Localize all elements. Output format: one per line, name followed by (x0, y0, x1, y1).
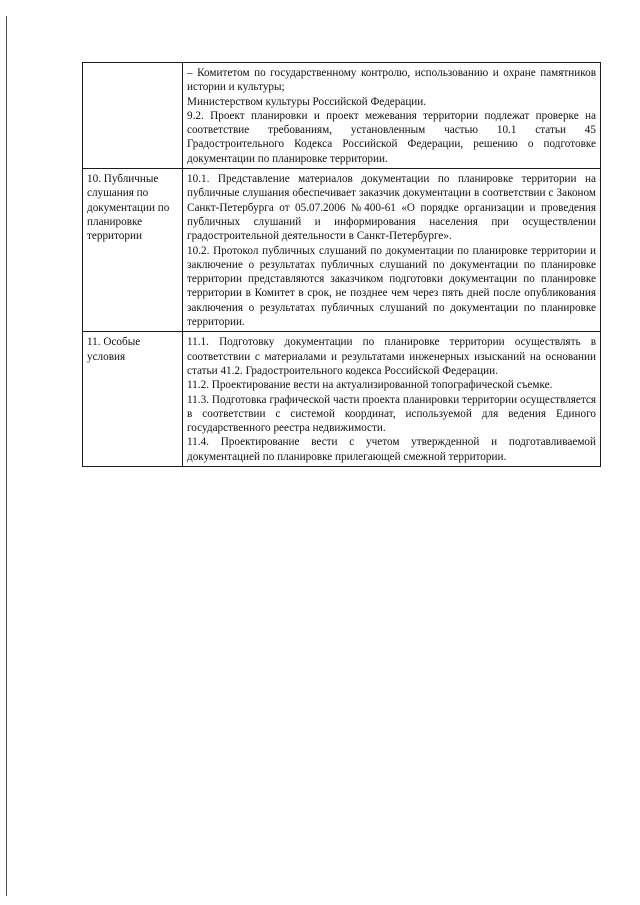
row-title: 10. Публичные слушания по документации по планировке территории (87, 173, 170, 243)
paragraph: 11.2. Проектирование вести на актуализированной топографической съемке. (187, 379, 553, 392)
paragraph: 11.4. Проектирование вести с учетом утвержденной и подготавливаемой документацией по планировке прилегающей смежной территории. (187, 436, 596, 463)
row-content-cell (183, 169, 601, 332)
paragraph: 9.2. Проект планировки и проект межевания территории подлежат проверке на соответствие требованиям, установленным частью 10.1 статьи 45 Градостроительного Кодекса Российской Федерации, решению о подготовке документации по планировке территории. (187, 109, 596, 165)
row-content-cell (183, 63, 601, 169)
scan-left-edge-line (6, 16, 7, 896)
row-title-cell (83, 332, 183, 467)
row-title-cell (83, 63, 183, 169)
table-row (83, 332, 601, 467)
paragraph: 11.1. Подготовку документации по планировке территории осуществлять в соответствии с материалами и результатами инженерных изысканий на основании статьи 41.2. Градостроительного кодекса Российской Федерации. (187, 336, 596, 377)
row-title-cell (83, 169, 183, 332)
row-title: 11. Особые условия (87, 336, 141, 363)
paragraph: 10.1. Представление материалов документации по планировке территории на публичные слушания обеспечивает заказчик документации в соответствии с Законом Санкт-Петербурга от 05.07.2006 №400-61 «О порядке организации и проведения публичных слушаний и информирования населения при осуществлении градостроительной деятельности в Санкт-Петербурге». (187, 173, 596, 243)
paragraph: 11.3. Подготовка графической части проекта планировки территории осуществляется в соответствии с системой координат, используемой для ведения Единого государственного реестра недвижимости. (187, 393, 596, 435)
paragraph: 10.2. Протокол публичных слушаний по документации по планировке территории и заключение о результатах публичных слушаний по документации по планировке территории представляются заказчиком подготовки документации по планировке территории в Комитет в срок, не позднее чем через пять дней после опубликования заключения о результатах публичных слушаний по документации по планировке территории. (187, 244, 596, 329)
paragraph: – Комитетом по государственному контролю, использованию и охране памятников истории и культуры; (187, 67, 596, 94)
table-row (83, 63, 601, 169)
paragraph: Министерством культуры Российской Федерации. (187, 95, 427, 108)
table-row (83, 169, 601, 332)
conditions-table (82, 62, 601, 467)
row-content-cell (183, 332, 601, 467)
